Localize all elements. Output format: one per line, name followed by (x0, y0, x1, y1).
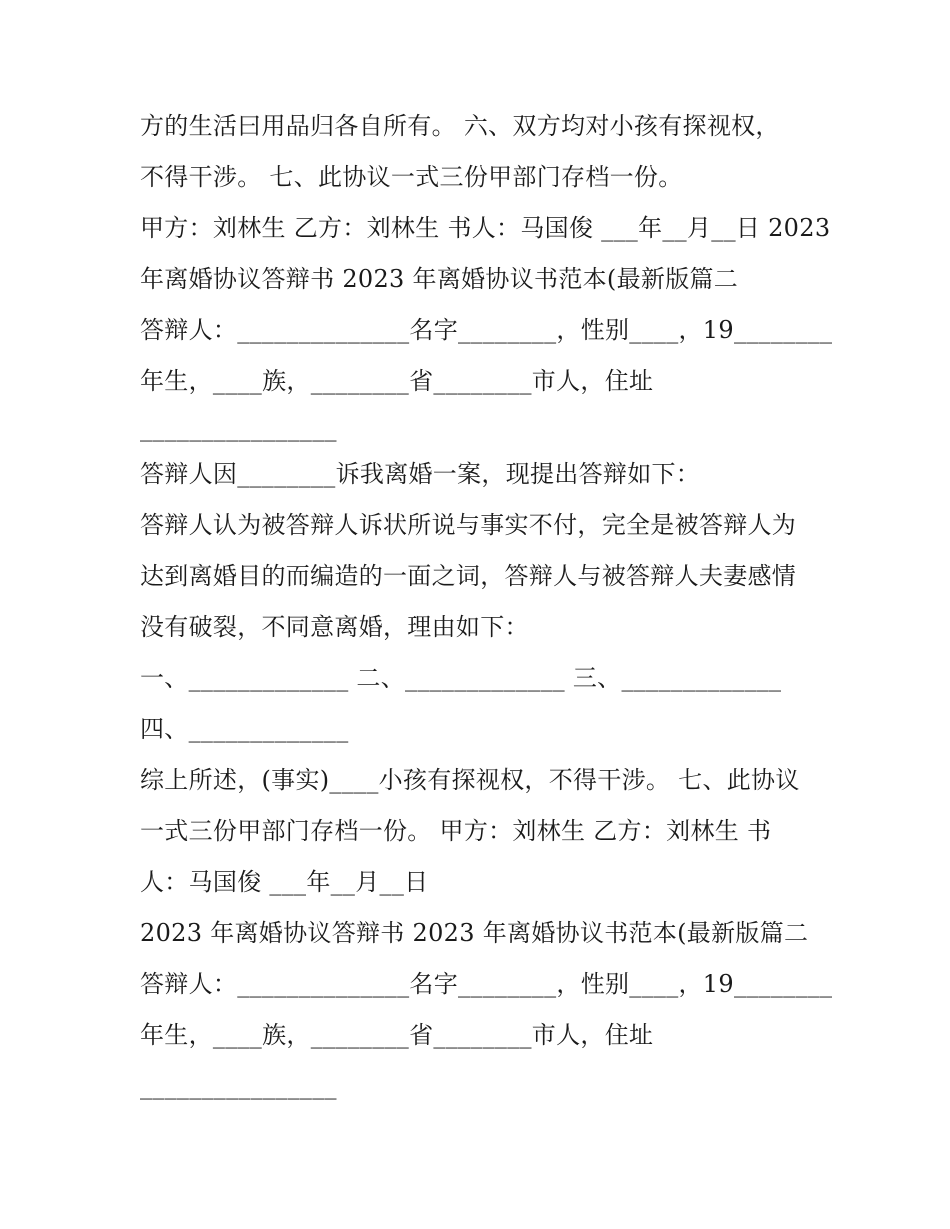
text-line-2: 不得干涉。 七、此协议一式三份甲部门存档一份。 (140, 163, 683, 191)
text-line-7: ________________ (140, 414, 337, 442)
text-line-19: 年生，____族，________省________市人，住址 (140, 1021, 654, 1049)
text-line-4: 年离婚协议答辩书 2023 年离婚协议书范本(最新版篇二 (140, 265, 739, 293)
text-line-1: 方的生活曰用品归各自所有。 六、双方均对小孩有探视权， (140, 112, 780, 140)
text-line-12: 一、_____________ 二、_____________ 三、_____________ (140, 664, 782, 692)
text-line-20: ________________ (140, 1072, 337, 1100)
text-line-15: 一式三份甲部门存档一份。 甲方：刘林生 乙方：刘林生 书 (140, 817, 772, 845)
text-line-3: 甲方：刘林生 乙方：刘林生 书人：马国俊 ___年__月__日 2023 (140, 214, 831, 242)
text-line-5: 答辩人：______________名字________，性别____，19________ (140, 316, 833, 344)
text-line-13: 四、_____________ (140, 715, 349, 743)
document-body (140, 101, 833, 1112)
text-line-9: 答辩人认为被答辩人诉状所说与事实不付，完全是被答辩人为 (140, 511, 797, 539)
text-line-8: 答辩人因________诉我离婚一案，现提出答辩如下： (140, 460, 701, 488)
text-line-11: 没有破裂，不同意离婚，理由如下： (140, 613, 529, 641)
text-line-16: 人：马国俊 ___年__月__日 (140, 868, 429, 896)
text-line-17: 2023 年离婚协议答辩书 2023 年离婚协议书范本(最新版篇二 (140, 919, 809, 947)
text-line-18: 答辩人：______________名字________，性别____，19________ (140, 970, 833, 998)
text-line-14: 综上所述，(事实)____小孩有探视权，不得干涉。 七、此协议 (140, 766, 800, 794)
text-line-10: 达到离婚目的而编造的一面之词，答辩人与被答辩人夫妻感情 (140, 562, 797, 590)
text-line-6: 年生，____族，________省________市人，住址 (140, 367, 654, 395)
